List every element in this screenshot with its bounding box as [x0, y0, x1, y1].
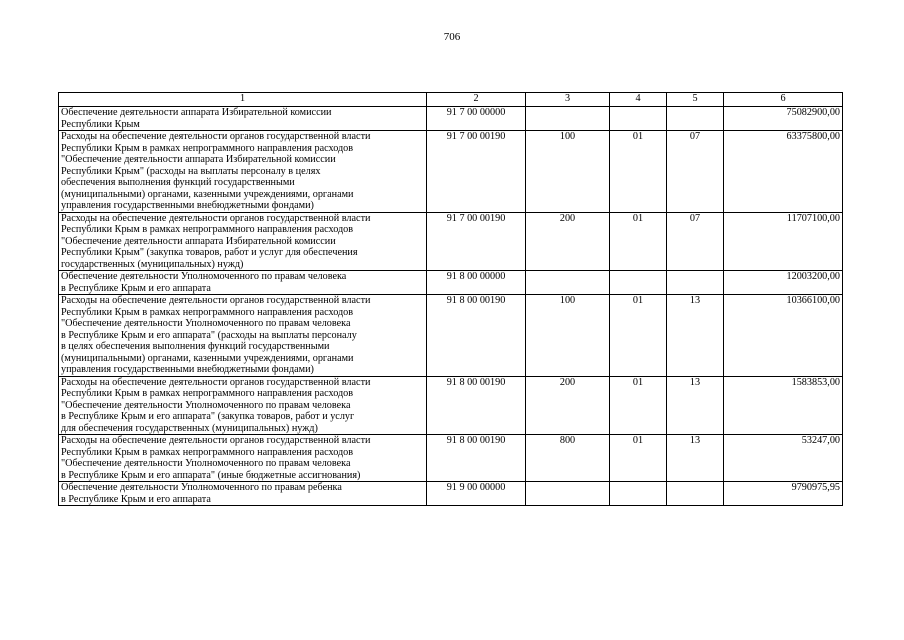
row-section: 01	[610, 435, 667, 482]
row-expense-type	[526, 271, 610, 295]
row-amount: 75082900,00	[724, 107, 843, 131]
row-code: 91 8 00 00190	[427, 376, 526, 435]
row-amount: 10366100,00	[724, 295, 843, 377]
row-amount: 63375800,00	[724, 131, 843, 213]
table-row	[59, 435, 843, 482]
row-expense-type: 200	[526, 376, 610, 435]
row-description: Расходы на обеспечение деятельности органов государственной власти Республики Крым в рамках непрограммного направления расходов "Обеспечение деятельности Уполномоченного по правам человека в Республике Крым и его аппарата" (расходы на выплаты персоналу в целях обеспечения выполнения функций государственными (муниципальными) органами, казенными учреждениями, органами управления государственными внебюджетными фондами)	[59, 295, 427, 377]
table-row	[59, 295, 843, 377]
table-row	[59, 271, 843, 295]
row-code: 91 7 00 00190	[427, 212, 526, 271]
row-description: Расходы на обеспечение деятельности органов государственной власти Республики Крым в рамках непрограммного направления расходов "Обеспечение деятельности Уполномоченного по правам человека в Республике Крым и его аппарата" (закупка товаров, работ и услуг для обеспечения государственных (муниципальных) нужд)	[59, 376, 427, 435]
row-amount: 53247,00	[724, 435, 843, 482]
row-subsection: 13	[667, 295, 724, 377]
column-header-2: 2	[427, 93, 526, 107]
row-section: 01	[610, 295, 667, 377]
row-subsection: 07	[667, 212, 724, 271]
budget-table	[58, 92, 843, 506]
row-subsection	[667, 107, 724, 131]
row-expense-type	[526, 482, 610, 506]
row-code: 91 8 00 00190	[427, 295, 526, 377]
row-expense-type	[526, 107, 610, 131]
table-row	[59, 376, 843, 435]
row-subsection: 07	[667, 131, 724, 213]
row-section	[610, 482, 667, 506]
row-amount: 11707100,00	[724, 212, 843, 271]
row-code: 91 8 00 00190	[427, 435, 526, 482]
row-subsection	[667, 482, 724, 506]
row-description: Расходы на обеспечение деятельности органов государственной власти Республики Крым в рамках непрограммного направления расходов "Обеспечение деятельности аппарата Избирательной комиссии Республики Крым" (расходы на выплаты персоналу в целях обеспечения выполнения функций государственными (муниципальными) органами, казенными учреждениями, органами управления государственными внебюджетными фондами)	[59, 131, 427, 213]
row-section	[610, 271, 667, 295]
row-description: Расходы на обеспечение деятельности органов государственной власти Республики Крым в рамках непрограммного направления расходов "Обеспечение деятельности аппарата Избирательной комиссии Республики Крым" (закупка товаров, работ и услуг для обеспечения государственных (муниципальных) нужд)	[59, 212, 427, 271]
page-number: 706	[443, 31, 461, 43]
column-header-3: 3	[526, 93, 610, 107]
row-section: 01	[610, 212, 667, 271]
column-header-1: 1	[59, 93, 427, 107]
row-expense-type: 100	[526, 295, 610, 377]
column-header-5: 5	[667, 93, 724, 107]
row-description: Обеспечение деятельности Уполномоченного по правам ребенка в Республике Крым и его аппарата	[59, 482, 427, 506]
row-code: 91 7 00 00000	[427, 107, 526, 131]
column-header-4: 4	[610, 93, 667, 107]
row-subsection: 13	[667, 376, 724, 435]
row-subsection	[667, 271, 724, 295]
row-expense-type: 800	[526, 435, 610, 482]
row-code: 91 7 00 00190	[427, 131, 526, 213]
row-description: Обеспечение деятельности аппарата Избирательной комиссии Республики Крым	[59, 107, 427, 131]
row-subsection: 13	[667, 435, 724, 482]
row-amount: 12003200,00	[724, 271, 843, 295]
column-header-6: 6	[724, 93, 843, 107]
row-amount: 9790975,95	[724, 482, 843, 506]
row-expense-type: 200	[526, 212, 610, 271]
table-row	[59, 131, 843, 213]
table-row	[59, 482, 843, 506]
row-expense-type: 100	[526, 131, 610, 213]
row-code: 91 8 00 00000	[427, 271, 526, 295]
row-description: Расходы на обеспечение деятельности органов государственной власти Республики Крым в рамках непрограммного направления расходов "Обеспечение деятельности Уполномоченного по правам человека в Республике Крым и его аппарата" (иные бюджетные ассигнования)	[59, 435, 427, 482]
row-code: 91 9 00 00000	[427, 482, 526, 506]
row-description: Обеспечение деятельности Уполномоченного по правам человека в Республике Крым и его аппарата	[59, 271, 427, 295]
table-header-row	[59, 93, 843, 107]
row-section	[610, 107, 667, 131]
row-section: 01	[610, 131, 667, 213]
row-amount: 1583853,00	[724, 376, 843, 435]
table-row	[59, 212, 843, 271]
row-section: 01	[610, 376, 667, 435]
table-row	[59, 107, 843, 131]
